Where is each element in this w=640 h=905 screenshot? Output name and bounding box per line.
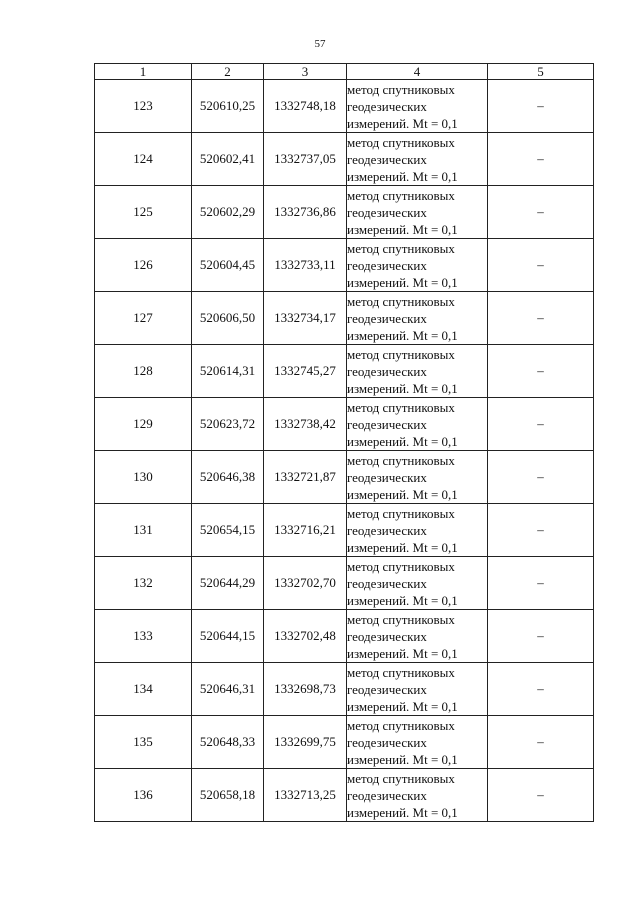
- method-line: метод спутниковых: [347, 717, 455, 733]
- method-line: геодезических: [347, 575, 427, 591]
- header-col-2: 2: [192, 64, 264, 80]
- x-coordinate-cell: 520604,45: [192, 239, 264, 292]
- method-line: метод спутниковых: [347, 293, 455, 309]
- method-cell: [347, 292, 488, 345]
- table-row: [95, 557, 594, 610]
- method-line: измерений. Mt = 0,1: [347, 274, 458, 290]
- header-col-4: 4: [347, 64, 488, 80]
- y-coordinate-cell: 1332716,21: [264, 504, 347, 557]
- y-coordinate-cell: 1332713,25: [264, 769, 347, 822]
- point-number-cell: 128: [95, 345, 192, 398]
- table-row: [95, 398, 594, 451]
- method-cell: [347, 239, 488, 292]
- method-line: геодезических: [347, 204, 427, 220]
- method-line: метод спутниковых: [347, 240, 455, 256]
- method-cell: [347, 557, 488, 610]
- x-coordinate-cell: 520648,33: [192, 716, 264, 769]
- method-line: геодезических: [347, 151, 427, 167]
- x-coordinate-cell: 520654,15: [192, 504, 264, 557]
- y-coordinate-cell: 1332699,75: [264, 716, 347, 769]
- method-line: измерений. Mt = 0,1: [347, 592, 458, 608]
- method-line: измерений. Mt = 0,1: [347, 751, 458, 767]
- method-line: геодезических: [347, 681, 427, 697]
- method-line: измерений. Mt = 0,1: [347, 221, 458, 237]
- method-line: метод спутниковых: [347, 81, 455, 97]
- x-coordinate-cell: 520646,31: [192, 663, 264, 716]
- method-line: метод спутниковых: [347, 505, 455, 521]
- x-coordinate-cell: 520646,38: [192, 451, 264, 504]
- point-number-cell: 132: [95, 557, 192, 610]
- method-line: метод спутниковых: [347, 187, 455, 203]
- note-cell: –: [488, 451, 594, 504]
- point-number-cell: 126: [95, 239, 192, 292]
- method-line: измерений. Mt = 0,1: [347, 433, 458, 449]
- note-cell: –: [488, 557, 594, 610]
- x-coordinate-cell: 520610,25: [192, 80, 264, 133]
- y-coordinate-cell: 1332738,42: [264, 398, 347, 451]
- x-coordinate-cell: 520644,15: [192, 610, 264, 663]
- note-cell: –: [488, 504, 594, 557]
- point-number-cell: 127: [95, 292, 192, 345]
- method-cell: [347, 186, 488, 239]
- method-line: измерений. Mt = 0,1: [347, 539, 458, 555]
- point-number-cell: 135: [95, 716, 192, 769]
- method-line: геодезических: [347, 363, 427, 379]
- method-line: измерений. Mt = 0,1: [347, 168, 458, 184]
- x-coordinate-cell: 520623,72: [192, 398, 264, 451]
- method-line: измерений. Mt = 0,1: [347, 380, 458, 396]
- note-cell: –: [488, 292, 594, 345]
- method-cell: [347, 80, 488, 133]
- note-cell: –: [488, 663, 594, 716]
- x-coordinate-cell: 520606,50: [192, 292, 264, 345]
- table-row: [95, 451, 594, 504]
- x-coordinate-cell: 520658,18: [192, 769, 264, 822]
- method-line: метод спутниковых: [347, 664, 455, 680]
- method-cell: [347, 504, 488, 557]
- table-row: [95, 504, 594, 557]
- note-cell: –: [488, 345, 594, 398]
- header-col-3: 3: [264, 64, 347, 80]
- method-line: измерений. Mt = 0,1: [347, 486, 458, 502]
- method-line: измерений. Mt = 0,1: [347, 327, 458, 343]
- method-line: измерений. Mt = 0,1: [347, 698, 458, 714]
- point-number-cell: 125: [95, 186, 192, 239]
- method-line: метод спутниковых: [347, 770, 455, 786]
- note-cell: –: [488, 716, 594, 769]
- table-row: [95, 133, 594, 186]
- table-row: [95, 80, 594, 133]
- note-cell: –: [488, 398, 594, 451]
- y-coordinate-cell: 1332698,73: [264, 663, 347, 716]
- header-row: [95, 64, 594, 80]
- coordinates-table: [94, 63, 594, 822]
- x-coordinate-cell: 520644,29: [192, 557, 264, 610]
- method-cell: [347, 451, 488, 504]
- point-number-cell: 129: [95, 398, 192, 451]
- method-line: измерений. Mt = 0,1: [347, 804, 458, 820]
- y-coordinate-cell: 1332737,05: [264, 133, 347, 186]
- point-number-cell: 134: [95, 663, 192, 716]
- y-coordinate-cell: 1332736,86: [264, 186, 347, 239]
- point-number-cell: 130: [95, 451, 192, 504]
- table-row: [95, 663, 594, 716]
- x-coordinate-cell: 520614,31: [192, 345, 264, 398]
- method-line: геодезических: [347, 787, 427, 803]
- y-coordinate-cell: 1332733,11: [264, 239, 347, 292]
- method-cell: [347, 610, 488, 663]
- method-line: геодезических: [347, 98, 427, 114]
- method-line: метод спутниковых: [347, 611, 455, 627]
- table-header: [95, 64, 594, 80]
- table-body: [95, 80, 594, 822]
- method-line: измерений. Mt = 0,1: [347, 115, 458, 131]
- page-number: 57: [314, 38, 326, 50]
- method-line: метод спутниковых: [347, 399, 455, 415]
- table-row: [95, 610, 594, 663]
- method-line: геодезических: [347, 469, 427, 485]
- x-coordinate-cell: 520602,41: [192, 133, 264, 186]
- note-cell: –: [488, 769, 594, 822]
- method-cell: [347, 133, 488, 186]
- method-cell: [347, 663, 488, 716]
- method-cell: [347, 716, 488, 769]
- method-line: геодезических: [347, 522, 427, 538]
- method-cell: [347, 398, 488, 451]
- point-number-cell: 123: [95, 80, 192, 133]
- method-line: геодезических: [347, 628, 427, 644]
- table-row: [95, 716, 594, 769]
- method-line: геодезических: [347, 257, 427, 273]
- point-number-cell: 136: [95, 769, 192, 822]
- y-coordinate-cell: 1332734,17: [264, 292, 347, 345]
- method-line: измерений. Mt = 0,1: [347, 645, 458, 661]
- method-line: геодезических: [347, 416, 427, 432]
- x-coordinate-cell: 520602,29: [192, 186, 264, 239]
- method-line: метод спутниковых: [347, 558, 455, 574]
- point-number-cell: 124: [95, 133, 192, 186]
- method-cell: [347, 769, 488, 822]
- header-col-1: 1: [95, 64, 192, 80]
- method-line: геодезических: [347, 734, 427, 750]
- header-col-5: 5: [488, 64, 594, 80]
- table-row: [95, 186, 594, 239]
- point-number-cell: 131: [95, 504, 192, 557]
- note-cell: –: [488, 610, 594, 663]
- y-coordinate-cell: 1332721,87: [264, 451, 347, 504]
- y-coordinate-cell: 1332745,27: [264, 345, 347, 398]
- table-row: [95, 239, 594, 292]
- table-row: [95, 769, 594, 822]
- note-cell: –: [488, 186, 594, 239]
- point-number-cell: 133: [95, 610, 192, 663]
- table-row: [95, 292, 594, 345]
- method-line: метод спутниковых: [347, 346, 455, 362]
- y-coordinate-cell: 1332702,70: [264, 557, 347, 610]
- method-line: метод спутниковых: [347, 452, 455, 468]
- note-cell: –: [488, 133, 594, 186]
- note-cell: –: [488, 239, 594, 292]
- method-cell: [347, 345, 488, 398]
- method-line: метод спутниковых: [347, 134, 455, 150]
- note-cell: –: [488, 80, 594, 133]
- table-row: [95, 345, 594, 398]
- method-line: геодезических: [347, 310, 427, 326]
- y-coordinate-cell: 1332702,48: [264, 610, 347, 663]
- y-coordinate-cell: 1332748,18: [264, 80, 347, 133]
